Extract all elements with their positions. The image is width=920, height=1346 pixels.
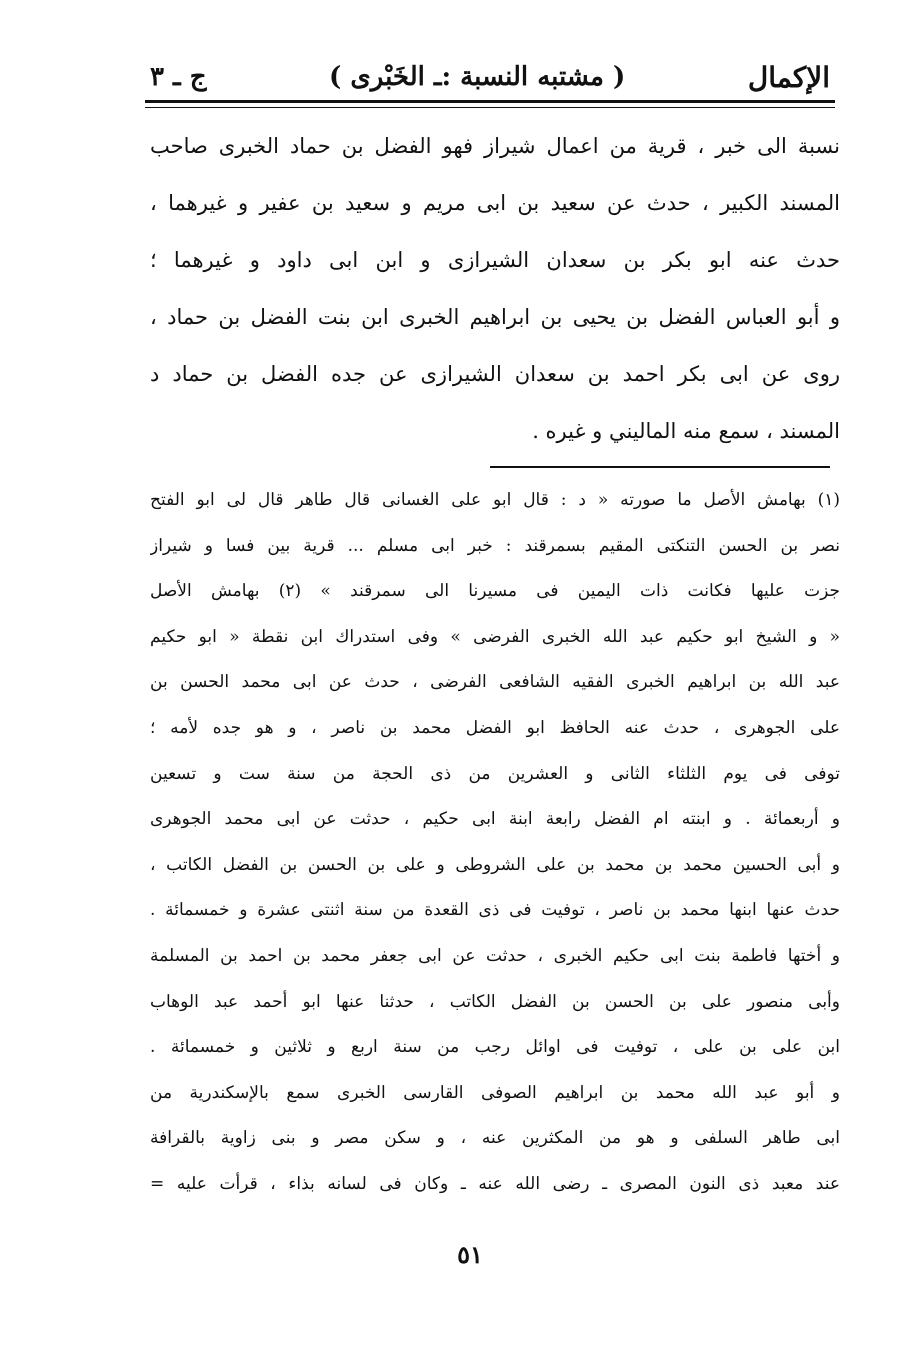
footnote-separator [490,466,830,468]
main-text [150,118,840,460]
header-rule-thick [145,100,835,103]
footnote-line: ابى طاهر السلفى و هو من المكثرين عنه ، و سكن مصر و بنى زاوية بالقرافة [150,1128,840,1149]
footnote-line: « و الشيخ ابو حكيم عبد الله الخبرى الفرضى » وفى استدراك ابن نقطة « ابو حكيم [150,626,840,647]
footnote-line: عبد الله بن ابراهيم الخبرى الفقيه الشافعى الفرضى ، حدث عن ابى محمد الحسن بن [150,672,840,693]
page-number: ٥١ [457,1240,483,1269]
footnote-line: و أختها فاطمة بنت ابى حكيم الخبرى ، حدثت عن ابى جعفر محمد بن احمد بن المسلمة [150,945,840,966]
footnote-line: و أبو عبد الله محمد بن ابراهيم الصوفى القارسى الخبرى سمع بالإسكندرية من [150,1082,840,1103]
book-title: الإكمال [747,60,830,94]
main-text-line: المسند الكبير ، حدث عن سعيد بن ابى مريم و سعيد بن عفير و غيرهما ، [150,191,840,215]
header-rule-thin [145,107,835,108]
footnote-line: (١) بهامش الأصل ما صورته « د : قال ابو على الغسانى قال طاهر قال لى ابو الفتح [150,490,840,510]
footnote-line: ابن على بن على ، توفيت فى اوائل رجب من سنة اربع و ثلاثين و خمسمائة . [150,1037,840,1058]
section-title: ( مشتبه النسبة :ـ الخَبْرى ) [329,62,626,92]
running-header [150,52,830,102]
footnote-line: و أبى الحسين محمد بن محمد بن على الشروطى و على بن الحسن بن الفضل الكاتب ، [150,854,840,875]
footnote-line: وأبى منصور على بن الحسن بن الفضل الكاتب ، حدثنا عنها ابو أحمد عبد الوهاب [150,991,840,1012]
main-text-line: حدث عنه ابو بكر بن سعدان الشيرازى و ابن ابى داود و غيرهما ؛ [150,248,840,272]
footnote-line: نصر بن الحسن التنكتى المقيم بسمرقند : خبر ابى مسلم ... قرية بين فسا و شيراز [150,535,840,556]
footnote-line: على الجوهرى ، حدث عنه الحافظ ابو الفضل محمد بن ناصر ، و هو جده لأمه ؛ [150,717,840,738]
main-text-line: نسبة الى خبر ، قرية من اعمال شيراز فهو الفضل بن حماد الخبرى صاحب [150,134,840,158]
main-text-line: روى عن ابى بكر احمد بن سعدان الشيرازى عن جده الفضل بن حماد د [150,362,840,386]
footnote-line: عند معبد ذى النون المصرى ـ رضى الله عنه ـ وكان فى لسانه بذاء ، قرأت عليه = [150,1173,840,1194]
footnotes [150,478,840,1208]
footnote-line: جزت عليها فكانت ذات اليمين فى مسيرنا الى سمرقند » (٢) بهامش الأصل [150,581,840,602]
footnote-line: حدث عنها ابنها محمد بن ناصر ، توفيت فى ذى القعدة من سنة اثنتى عشرة و خمسمائة . [150,900,840,921]
volume-number: ج ـ ٣ [150,62,207,92]
footnote-line: و أربعمائة . و ابنته ام الفضل رابعة ابنة ابى حكيم ، حدثت عن ابى محمد الجوهرى [150,809,840,830]
main-text-line: المسند ، سمع منه الماليني و غيره . [532,419,840,443]
footnote-line: توفى فى يوم الثلثاء الثانى و العشرين من ذى الحجة من سنة ست و تسعين [150,763,840,784]
main-text-line: و أبو العباس الفضل بن يحيى بن ابراهيم الخبرى ابن بنت الفضل بن حماد ، [150,305,840,329]
